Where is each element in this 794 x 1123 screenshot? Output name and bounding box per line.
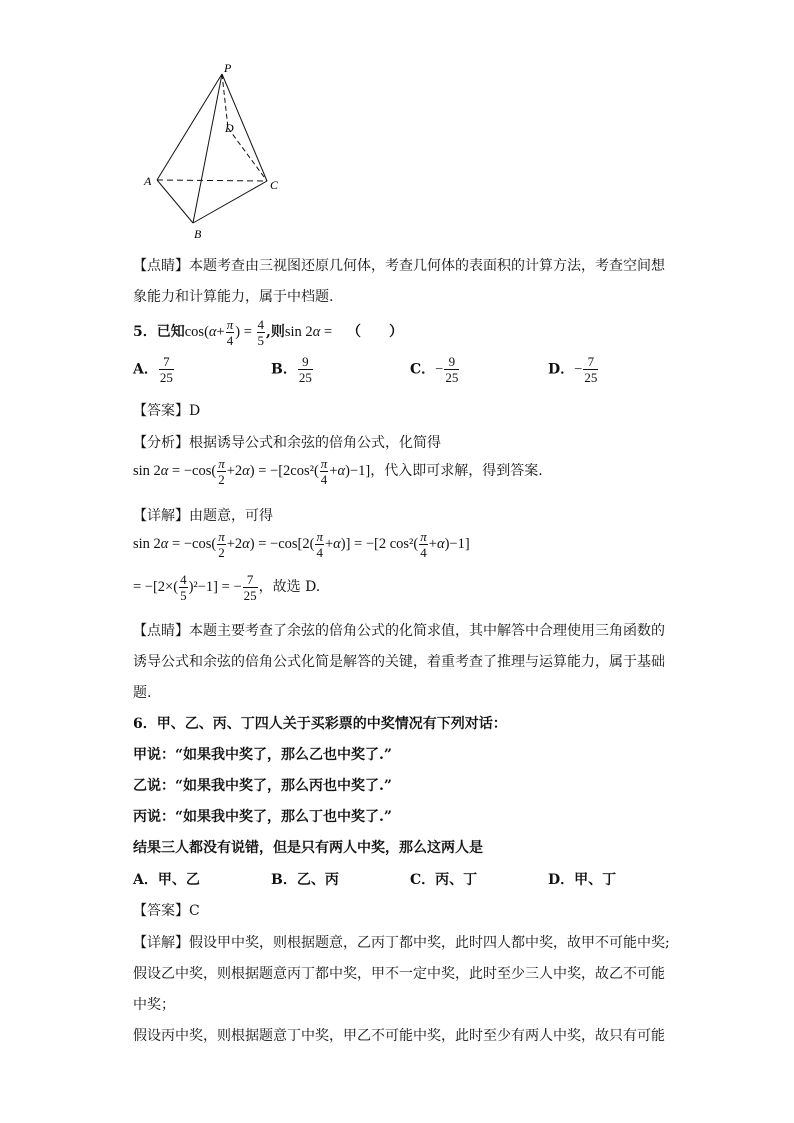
q5-detail-formula-1: sin 2α = −cos( $\frac{\pi}{2}$ +2α) = −cos[2( $\frac{\pi}{4}$ +α)] = −[2 cos²( $\frac{\pi}{4}$ +α)−1] [133,529,470,560]
q6-stem: 6．甲、乙、丙、丁四人关于买彩票的中奖情况有下列对话： [133,716,507,732]
label-D: D [225,121,234,135]
q5-answer: 【答案】D [133,403,201,419]
q6-option-c[interactable]: C．丙、丁 [410,872,478,888]
q5-detail: 【详解】由题意，可得 [133,508,273,524]
q6-detail-line4: 假设丙中奖，则根据题意丁中奖，甲乙不可能中奖，此时至少有两人中奖，故只有可能 [133,1028,665,1044]
q6-result: 结果三人都没有说错，但是只有两人中奖，那么这两人是 [133,840,483,856]
q6-option-a[interactable]: A．甲、乙 [133,872,200,888]
q5-comment-line3: 题. [133,685,152,701]
edge-DC-hidden [228,128,267,181]
q5-option-c[interactable]: C．− $\frac{9}{25}$ [410,354,459,385]
q5-option-b[interactable]: B． $\frac{9}{25}$ [271,354,312,385]
q5-analysis-formula: sin 2α = −cos( $\frac{\pi}{2}$ +2α) = −[2cos²( $\frac{\pi}{4}$ +α)−1]，代入即可求解，得到答案. [133,456,543,487]
edge-AB [157,180,193,223]
q6-option-b[interactable]: B．乙、丙 [271,872,339,888]
edge-PB [193,74,222,223]
q5-option-a[interactable]: A． $\frac{7}{25}$ [133,354,173,385]
q5-comment-line2: 诱导公式和余弦的倍角公式化简是解答的关键，着重考查了推理与运算能力，属于基础 [133,654,665,670]
q6-detail-line3: 中奖； [133,997,175,1013]
q6-answer: 【答案】C [133,903,200,919]
q6-option-d[interactable]: D．甲、丁 [548,872,617,888]
q6-jia-says: 甲说：“如果我中奖了，那么乙也中奖了.” [133,747,392,763]
q6-yi-says: 乙说：“如果我中奖了，那么丙也中奖了.” [133,778,392,794]
q5-comment-line1: 【点睛】本题主要考查了余弦的倍角公式的化简求值，其中解答中合理使用三角函数的 [133,623,665,639]
q4-comment-line2: 象能力和计算能力，属于中档题. [133,289,334,305]
edge-AC-hidden [157,180,267,181]
label-C: C [270,178,279,192]
q5-stem: 5．已知cos(α+ $\frac{\pi}{4}$ ) = $\frac{4}{5}$ ,则sin 2α = （ ） [133,317,403,348]
label-A: A [144,174,152,188]
q4-comment-line1: 【点睛】本题考查由三视图还原几何体，考查几何体的表面积的计算方法，考查空间想 [133,258,665,274]
pyramid-figure [130,58,290,243]
q6-detail-line1: 【详解】假设甲中奖，则根据题意，乙丙丁都中奖，此时四人都中奖，故甲不可能中奖; [133,935,670,951]
q5-analysis: 【分析】根据诱导公式和余弦的倍角公式，化简得 [133,435,441,451]
label-P: P [224,61,232,75]
q6-bing-says: 丙说：“如果我中奖了，那么丁也中奖了.” [133,809,392,825]
label-B: B [194,227,202,241]
edge-BC [193,181,267,223]
q5-option-d[interactable]: D．− $\frac{7}{25}$ [548,354,598,385]
comment-tag: 【点睛】 [133,258,189,274]
q5-detail-formula-2: = −[2×( $\frac{4}{5}$ )²−1] = − $\frac{7}{25}$ ，故选 D. [133,572,321,603]
edge-PA [157,74,222,180]
q6-detail-line2: 假设乙中奖，则根据题意丙丁都中奖，甲不一定中奖，此时至少三人中奖，故乙不可能 [133,966,665,982]
